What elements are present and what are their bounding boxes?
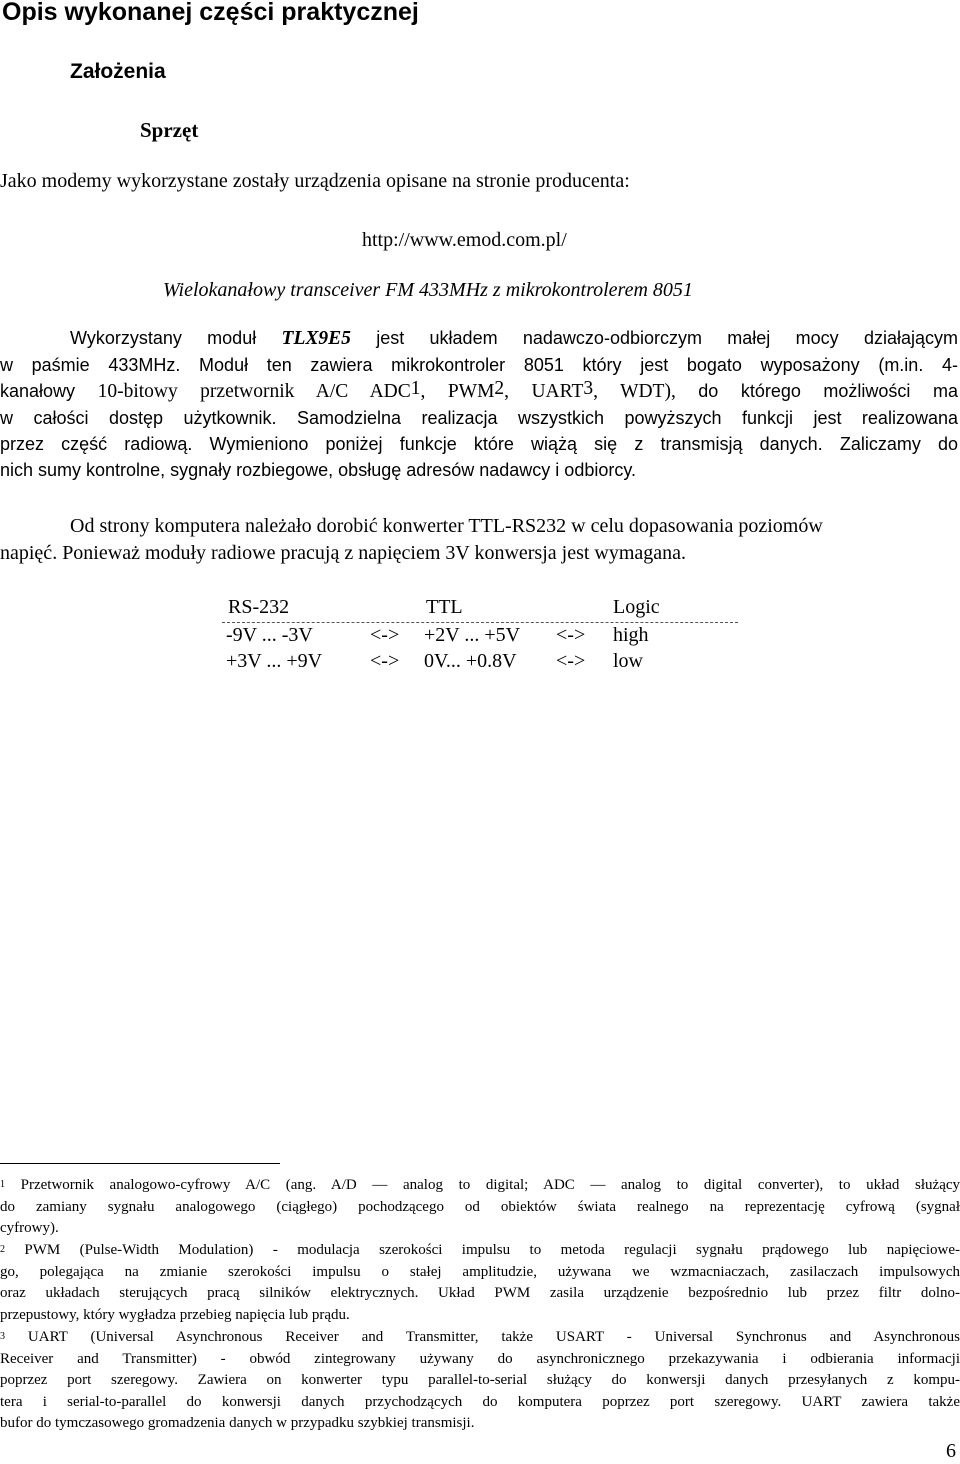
footnote-line: [0, 1175, 960, 1197]
intro-text: Jako modemy wykorzystane zostały urządzenia opisane na stronie producenta:: [0, 170, 630, 192]
text-run: 10-bitowy przetwornik A/C ADC: [97, 381, 411, 402]
page-number: 6: [946, 1440, 956, 1462]
footnote-ref: 3: [583, 378, 594, 399]
footnote-line: przepustowy, który wygładza przebieg napięcia lub prądu.: [0, 1306, 350, 1323]
text-run: , WDT),: [593, 381, 699, 402]
table-cell: <->: [370, 624, 400, 646]
page-heading: Opis wykonanej części praktycznej: [2, 0, 419, 26]
paragraph-line: w paśmie 433MHz. Moduł ten zawiera mikrokontroler 8051 który jest bogato wyposażony (m.in. 4-: [0, 355, 958, 375]
footnote-2: [0, 1240, 960, 1326]
converter-paragraph-line: napięć. Ponieważ moduły radiowe pracują z napięciem 3V konwersja jest wymagana.: [0, 542, 687, 564]
paragraph-line: [0, 378, 958, 405]
text-run: , PWM: [420, 381, 495, 402]
text-run: Przetwornik analogowo-cyfrowy A/C (ang. A/D — analog to digital; ADC — analog to digital converter), to układ służący: [20, 1177, 960, 1193]
footnote-line: [0, 1240, 960, 1262]
table-cell: <->: [370, 650, 400, 672]
footnote-number: 2: [0, 1244, 5, 1255]
module-name: TLX9E5: [281, 328, 351, 349]
text-run: jest układem nadawczo-odbiorczym małej mocy działającym: [350, 328, 958, 348]
footnote-ref: 2: [494, 378, 505, 399]
product-title: Wielokanałowy transceiver FM 433MHz z mikrokontrolerem 8051: [163, 279, 693, 301]
footnote-line: Receiver and Transmitter) - obwód zintegrowany używany do asynchronicznego przekazywania i odbierania informacji: [0, 1350, 960, 1367]
section-heading: Założenia: [70, 60, 166, 83]
table-header: RS-232: [228, 596, 290, 618]
paragraph-line: [0, 325, 958, 352]
table-cell: <->: [556, 624, 586, 646]
footnote-number: 1: [0, 1179, 5, 1190]
text-run: kanałowy: [0, 381, 98, 401]
table-cell: high: [613, 624, 649, 646]
footnote-line: cyfrowy).: [0, 1220, 59, 1236]
module-description: [0, 325, 958, 483]
footnote-3: [0, 1327, 960, 1435]
text-run: , UART: [504, 381, 584, 402]
subsection-heading: Sprzęt: [140, 118, 199, 142]
footnote-separator: [0, 1163, 280, 1164]
footnote-line: poprzez port szeregowy. Zawiera on konwerter typu parallel-to-serial służący do konwersji danych przesyłanych z kompu-: [0, 1372, 960, 1388]
footnote-number: 3: [0, 1331, 5, 1342]
table-cell: +3V ... +9V: [226, 650, 323, 672]
table-cell: low: [613, 650, 643, 672]
footnote-ref: 1: [410, 378, 421, 399]
text-run: do którego możliwości ma: [698, 381, 958, 401]
table-cell: -9V ... -3V: [226, 624, 313, 646]
paragraph-line: w całości dostęp użytkownik. Samodzielna realizacja wszystkich powyższych funkcji jest realizowana: [0, 408, 958, 428]
footnote-line: oraz układach sterujących pracą silników elektrycznych. Układ PWM zasila urządzenie bezpośrednio lub przez filtr dolno-: [0, 1285, 960, 1301]
table-cell: <->: [556, 650, 586, 672]
footnote-1: [0, 1175, 960, 1240]
table-header: TTL: [426, 596, 463, 618]
footnote-line: do zamiany sygnału analogowego (ciągłego) pochodzącego od obiektów świata realnego na reprezentację cyfrową (sygnał: [0, 1198, 960, 1215]
paragraph-line: nich sumy kontrolne, sygnały rozbiegowe, obsługę adresów nadawcy i odbiorcy.: [0, 460, 637, 480]
table-cell: +2V ... +5V: [424, 624, 521, 646]
footnote-line: bufor do tymczasowego gromadzenia danych w przypadku szybkiej transmisji.: [0, 1415, 475, 1431]
text-run: Wykorzystany moduł: [70, 328, 282, 348]
footnote-line: go, polegająca na zmianie szerokości impulsu o stałej amplitudzie, używana we wzmacniaczach, zasilaczach impulsowych: [0, 1263, 960, 1280]
table-divider: [222, 622, 738, 623]
text-run: PWM (Pulse-Width Modulation) - modulacja szerokości impulsu to metoda regulacji sygnału prądowego lub napięciowe-: [24, 1242, 960, 1258]
producer-url: http://www.emod.com.pl/: [362, 229, 567, 251]
paragraph-line: przez część radiową. Wymieniono poniżej funkcje które wiążą się z transmisją danych. Zaliczamy do: [0, 434, 958, 454]
footnote-line: tera i serial-to-parallel do konwersji danych przychodzących do komputera poprzez port szeregowy. UART zawiera także: [0, 1393, 960, 1410]
footnote-line: [0, 1327, 960, 1349]
converter-paragraph-line: Od strony komputera należało dorobić konwerter TTL-RS232 w celu dopasowania poziomów: [70, 515, 823, 537]
text-run: UART (Universal Asynchronous Receiver and Transmitter, także USART - Universal Synchronus and Asynchronous: [27, 1329, 960, 1345]
table-header: Logic: [613, 596, 660, 618]
table-cell: 0V... +0.8V: [424, 650, 517, 672]
